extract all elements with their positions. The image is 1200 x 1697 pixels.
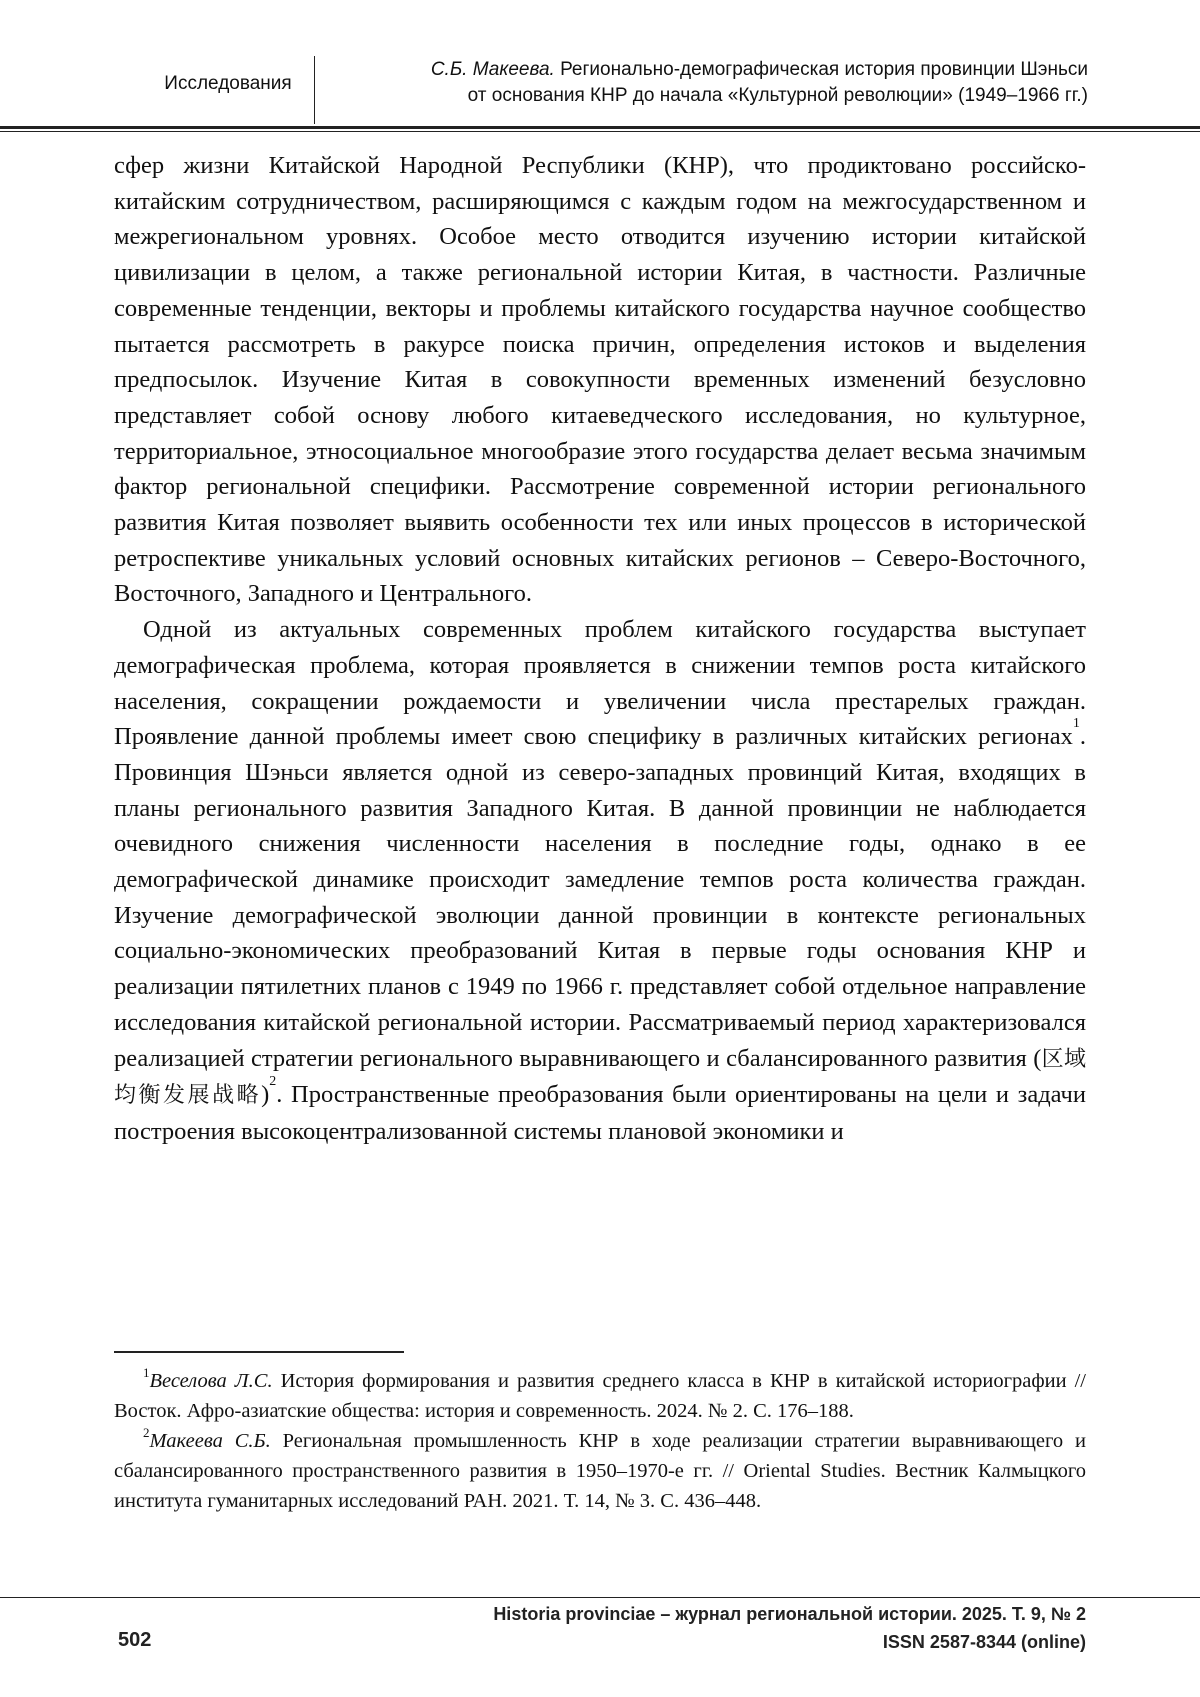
paragraph-1: сфер жизни Китайской Народной Республики (КНР), что продиктовано российско-китайским сотрудничеством, расширяющимся с каждым годом на межгосударственном и межрегиональном уровнях. Особое место отводится изучению истории китайской цивилизации в целом, а также региональной истории Китая, в частности. Различные современные тенденции, векторы и проблемы китайского государства научное сообщество пытается рассмотреть в ракурсе поиска причин, определения истоков и выделения предпосылок. Изучение Китая в совокупности временных изменений безусловно представляет собой основу любого китаеведческого исследования, но культурное, территориальное, этносоциальное многообразие этого государства делает весьма значимым фактор региональной специфики. Рассмотрение современной истории регионального развития Китая позволяет выявить особенности тех или иных процессов в исторической ретроспективе уникальных условий основных китайских регионов – Северо-Восточного, Восточного, Западного и Центрального. (114, 152, 1086, 608)
paragraph-2-part-b: . Провинция Шэньси является одной из северо-западных провинций Китая, входящих в планы регионального развития Западного Китая. В данной провинции не наблюдается очевидного снижения численности населения в последние годы, однако в ее демографической динамике происходит замедление темпов роста количества граждан. Изучение демографической эволюции данной провинции в контексте региональных социально-экономических преобразований Китая в первые годы основания КНР и реализации пятилетних планов с 1949 по 1966 г. представляет собой отдельное направление исследования китайской региональной истории. Рассматриваемый период характеризовался реализацией стратегии регионального выравнивающего и сбалансированного развития ( (114, 723, 1086, 1072)
footnote-2-text: Региональная промышленность КНР в ходе реализации стратегии выравнивающего и сбалансированного пространственного развития в 1950–1970-е гг. // Oriental Studies. Вестник Калмыцкого института гуманитарных исследований РАН. 2021. Т. 14, № 3. С. 436–448. (114, 1430, 1087, 1512)
footnote-1-author: Веселова Л.С. (149, 1370, 273, 1392)
footnote-1-text: История формирования и развития среднего класса в КНР в китайской историографии // Восток. Афро-азиатские общества: история и современность. 2024. № 2. С. 176–188. (114, 1370, 1086, 1422)
footnote-2-number: 2 (143, 1425, 150, 1440)
paragraph-2-part-c: . Пространственные преобразования были ориентированы на цели и задачи построения высокоцентрализованной системы плановой экономики и (114, 1081, 1086, 1145)
paragraph-2-part-a: Одной из актуальных современных проблем китайского государства выступает демографическая проблема, которая проявляется в снижении темпов роста китайского населения, сокращении рождаемости и увеличении числа престарелых граждан. Проявление данной проблемы имеет свою специфику в различных китайских регионах (114, 616, 1086, 751)
header-rule-thin (0, 131, 1200, 132)
article-body (114, 148, 1086, 1150)
footnote-ref-2[interactable]: 2 (269, 1074, 277, 1090)
footer-rule (0, 1597, 1200, 1598)
running-title (330, 57, 1088, 109)
chinese-term: 区域均衡发展战略 (114, 1046, 1086, 1109)
paragraph-2 (114, 612, 1086, 1150)
header-section-label: Исследования (164, 73, 292, 94)
running-title-line-2: от основания КНР до начала «Культурной революции» (1949–1966 гг.) (467, 85, 1088, 106)
footnote-separator (114, 1351, 404, 1353)
paragraph-2-close-paren: ) (261, 1081, 270, 1109)
header-rule-thick (0, 126, 1200, 129)
footnote-1 (114, 1366, 1086, 1426)
footnote-ref-1[interactable]: 1 (1072, 716, 1080, 732)
footnote-2 (114, 1426, 1086, 1516)
running-title-author: С.Б. Макеева. (430, 59, 555, 80)
running-title-line-1: Регионально-демографическая история провинции Шэньси (560, 59, 1088, 80)
header-divider (314, 56, 315, 124)
page-number: 502 (118, 1629, 152, 1651)
journal-title: Historia provinciae – журнал региональной истории. 2025. Т. 9, № 2 (493, 1604, 1086, 1624)
footnote-2-author: Макеева С.Б. (149, 1430, 271, 1452)
footnote-1-number: 1 (143, 1365, 150, 1380)
footnotes (114, 1366, 1086, 1516)
issn: ISSN 2587-8344 (online) (882, 1632, 1086, 1652)
